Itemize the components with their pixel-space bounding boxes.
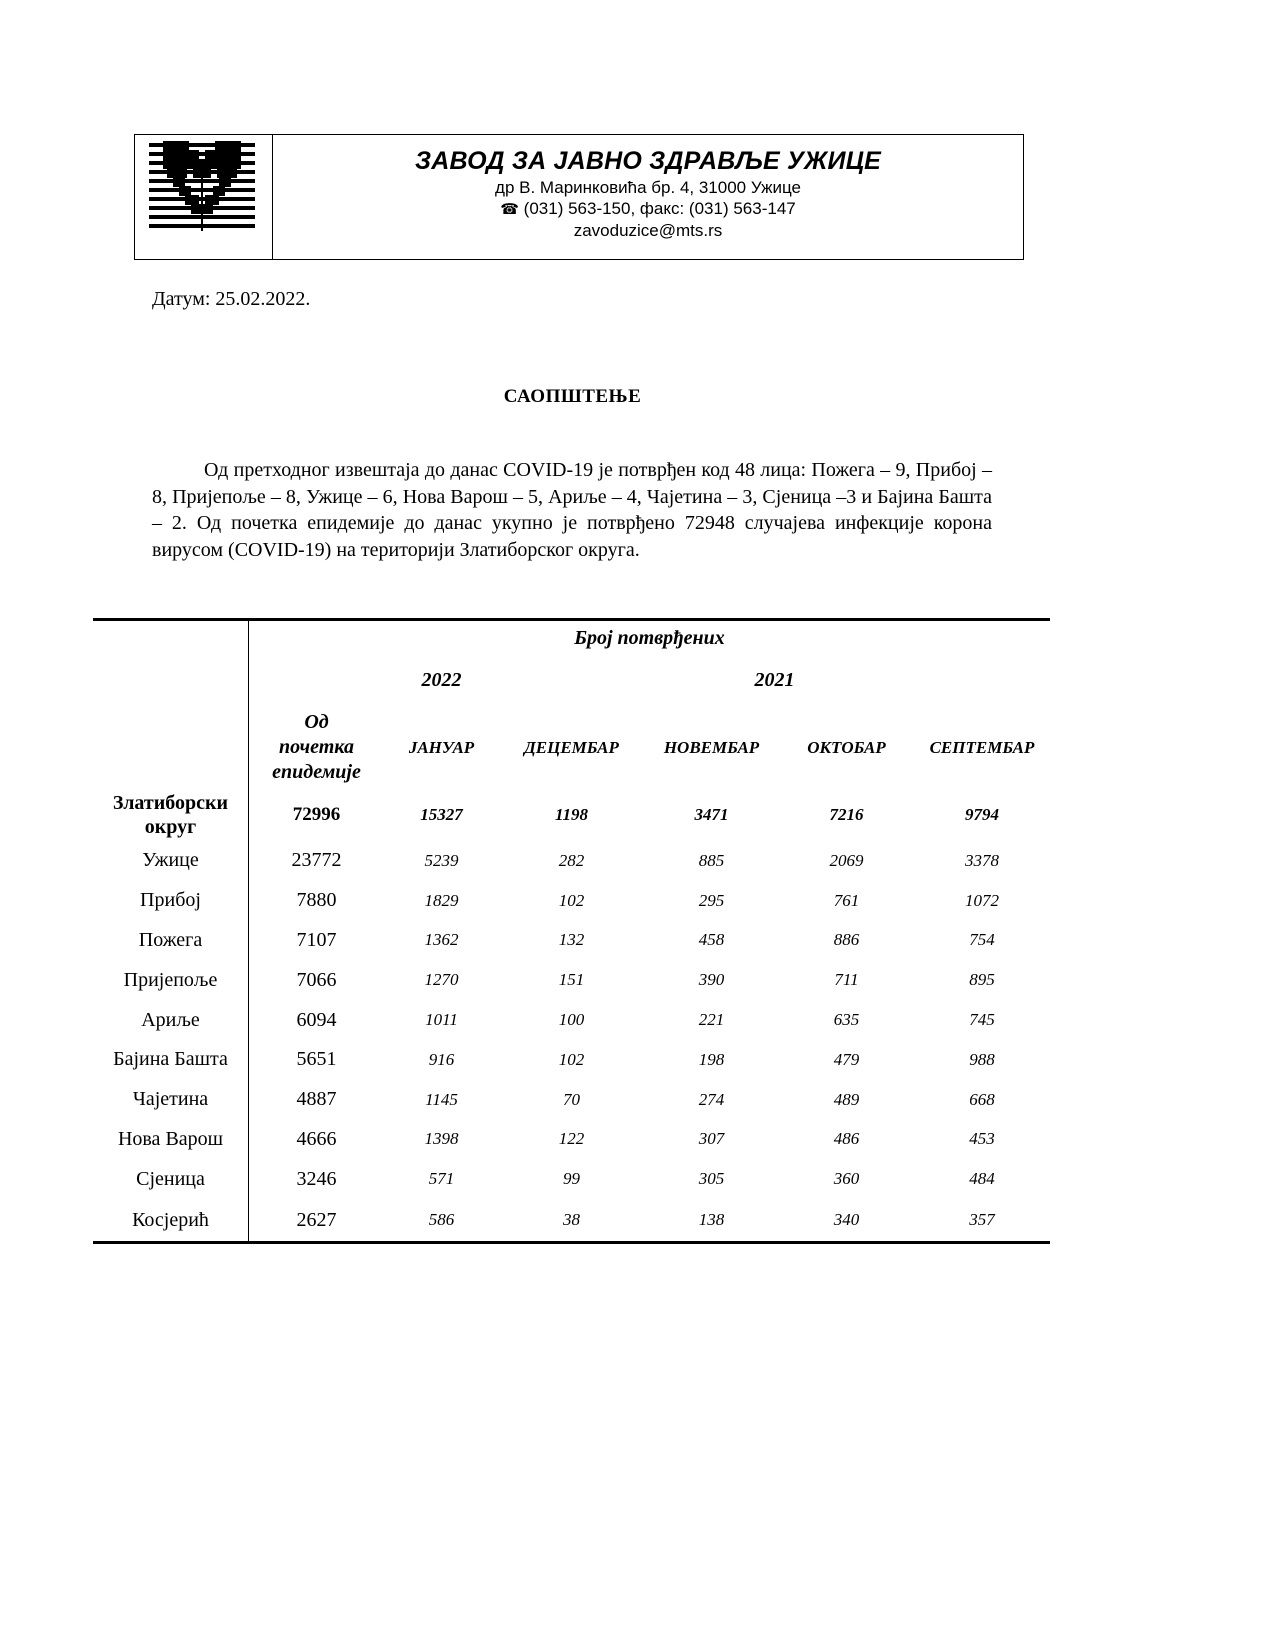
january-value: 1829 (424, 890, 459, 910)
november-value: 307 (698, 1129, 725, 1149)
institution-phone (273, 198, 1023, 220)
municipality-name: Чајетина (93, 1080, 249, 1120)
september-value: 3378 (965, 850, 999, 870)
table-title: Број потврђених (574, 626, 725, 649)
january-value: 916 (428, 1049, 455, 1069)
october-value: 479 (833, 1049, 860, 1069)
november-value: 390 (698, 970, 725, 990)
october-value: 340 (833, 1210, 860, 1230)
institution-name: ЗАВОД ЗА ЈАВНО ЗДРАВЉЕ УЖИЦЕ (414, 147, 882, 175)
table-row (93, 1080, 1050, 1120)
year-2021: 2021 (754, 668, 795, 691)
october-value: 711 (834, 970, 859, 990)
since-start-value: 2627 (296, 1208, 337, 1231)
col-header-january: ЈАНУАР (408, 737, 475, 757)
table-row (93, 841, 1050, 881)
november-value: 198 (698, 1049, 725, 1069)
december-value: 132 (558, 930, 585, 950)
january-value: 586 (428, 1210, 455, 1230)
table-row (93, 881, 1050, 921)
municipality-name: Ужице (93, 841, 249, 881)
since-start-value: 7107 (296, 928, 337, 951)
january-value: 1145 (425, 1089, 458, 1109)
september-value: 745 (969, 1010, 995, 1030)
september-value: 453 (969, 1129, 995, 1149)
name-header-cell (93, 620, 249, 790)
announcement-paragraph: Од претходног извештаја до данас COVID-19 је потврђен код 48 лица: Пожега – 9, Прибој – 8, Пријепоље – 8, Ужице – 6, Нова Варош – 5, Ариље – 4, Чајетина – 3, Сјеница –3 и Бајина Башта – 2. Од почетка епидемије до данас укупно је потврђено 72948 случајева инфекције корона вирусом (COVID-19) на територији Златиборског округа. (152, 459, 992, 561)
january-value: 1398 (424, 1129, 459, 1149)
municipality-name: Ариље (93, 1000, 249, 1040)
table-title-row (93, 620, 1050, 656)
municipality-name: Косјерић (93, 1199, 249, 1243)
logo-cell (135, 135, 273, 259)
table-row (93, 1120, 1050, 1160)
since-start-value: 5651 (296, 1048, 337, 1071)
municipality-name: Бајина Башта (93, 1040, 249, 1080)
december-value: 102 (558, 890, 585, 910)
year-2022: 2022 (421, 668, 462, 691)
october-value: 635 (833, 1010, 860, 1030)
since-start-value: 4666 (296, 1127, 337, 1150)
total-since-start: 72996 (292, 804, 341, 825)
october-value: 360 (833, 1169, 860, 1189)
cases-table (93, 618, 1050, 1244)
institution-address: др В. Маринковића бр. 4, 31000 Ужице (495, 178, 801, 197)
december-value: 100 (558, 1010, 585, 1030)
municipality-name: Прибој (93, 881, 249, 921)
col-header-december: ДЕЦЕМБАР (524, 737, 619, 757)
since-start-value: 7066 (296, 968, 337, 991)
total-november: 3471 (694, 805, 729, 824)
november-value: 138 (698, 1210, 725, 1230)
table-row (93, 960, 1050, 1000)
november-value: 295 (698, 890, 725, 910)
table-row (93, 1199, 1050, 1243)
october-value: 886 (833, 930, 860, 950)
document-date: Датум: 25.02.2022. (152, 288, 311, 310)
september-value: 988 (969, 1049, 995, 1069)
since-start-value: 3246 (296, 1167, 337, 1190)
september-value: 357 (969, 1210, 995, 1230)
col-header-since-start (249, 705, 385, 789)
october-value: 489 (833, 1089, 860, 1109)
september-value: 484 (969, 1169, 995, 1189)
total-january: 15327 (420, 805, 463, 824)
december-value: 282 (558, 850, 585, 870)
september-value: 1072 (965, 890, 999, 910)
table-row (93, 921, 1050, 961)
november-value: 885 (698, 850, 725, 870)
december-value: 102 (558, 1049, 585, 1069)
institution-email: zavoduzice@mts.rs (573, 221, 723, 240)
phone-fax-text: (031) 563-150, факс: (031) 563-147 (523, 199, 796, 218)
total-name (93, 789, 249, 841)
total-december: 1198 (554, 805, 589, 824)
table-row-total (93, 789, 1050, 841)
col-header-october: ОКТОБАР (807, 737, 886, 757)
january-value: 5239 (424, 850, 459, 870)
phone-icon: ☎ (500, 201, 519, 218)
january-value: 1270 (424, 970, 459, 990)
since-start-value: 4887 (296, 1088, 337, 1111)
november-value: 221 (698, 1010, 725, 1030)
december-value: 38 (563, 1210, 580, 1230)
january-value: 571 (428, 1169, 455, 1189)
november-value: 458 (698, 930, 725, 950)
document-title: САОПШТЕЊЕ (503, 386, 642, 407)
december-value: 99 (563, 1169, 580, 1189)
since-start-line-1: Од (304, 710, 329, 733)
table-row (93, 1040, 1050, 1080)
institute-logo-icon (149, 141, 255, 233)
january-value: 1362 (424, 930, 459, 950)
since-start-line-2: почетка (279, 735, 354, 758)
letterhead (134, 134, 1024, 260)
table-row (93, 1159, 1050, 1199)
col-header-november: НОВЕМБАР (663, 737, 760, 757)
municipality-name: Пријепоље (93, 960, 249, 1000)
since-start-value: 23772 (291, 849, 342, 872)
november-value: 305 (698, 1169, 725, 1189)
november-value: 274 (698, 1089, 725, 1109)
municipality-name: Нова Варош (93, 1120, 249, 1160)
municipality-name: Сјеница (93, 1159, 249, 1199)
october-value: 761 (833, 890, 860, 910)
january-value: 1011 (425, 1010, 458, 1030)
september-value: 895 (969, 970, 995, 990)
october-value: 486 (833, 1129, 860, 1149)
since-start-value: 7880 (296, 889, 337, 912)
total-october: 7216 (829, 805, 864, 824)
total-name-line-1: Златиборски (112, 792, 229, 814)
december-value: 151 (558, 970, 585, 990)
year-spacer (249, 655, 385, 705)
october-value: 2069 (829, 850, 864, 870)
december-value: 122 (558, 1129, 585, 1149)
table-row (93, 1000, 1050, 1040)
total-september: 9794 (965, 805, 999, 824)
september-value: 668 (969, 1089, 995, 1109)
municipality-name: Пожега (93, 921, 249, 961)
september-value: 754 (969, 930, 995, 950)
since-start-value: 6094 (296, 1008, 337, 1031)
total-name-line-2: округ (144, 816, 197, 838)
col-header-september: СЕПТЕМБАР (929, 737, 1035, 757)
institution-info (273, 135, 1023, 259)
december-value: 70 (563, 1089, 580, 1109)
since-start-line-3: епидемије (272, 760, 361, 783)
